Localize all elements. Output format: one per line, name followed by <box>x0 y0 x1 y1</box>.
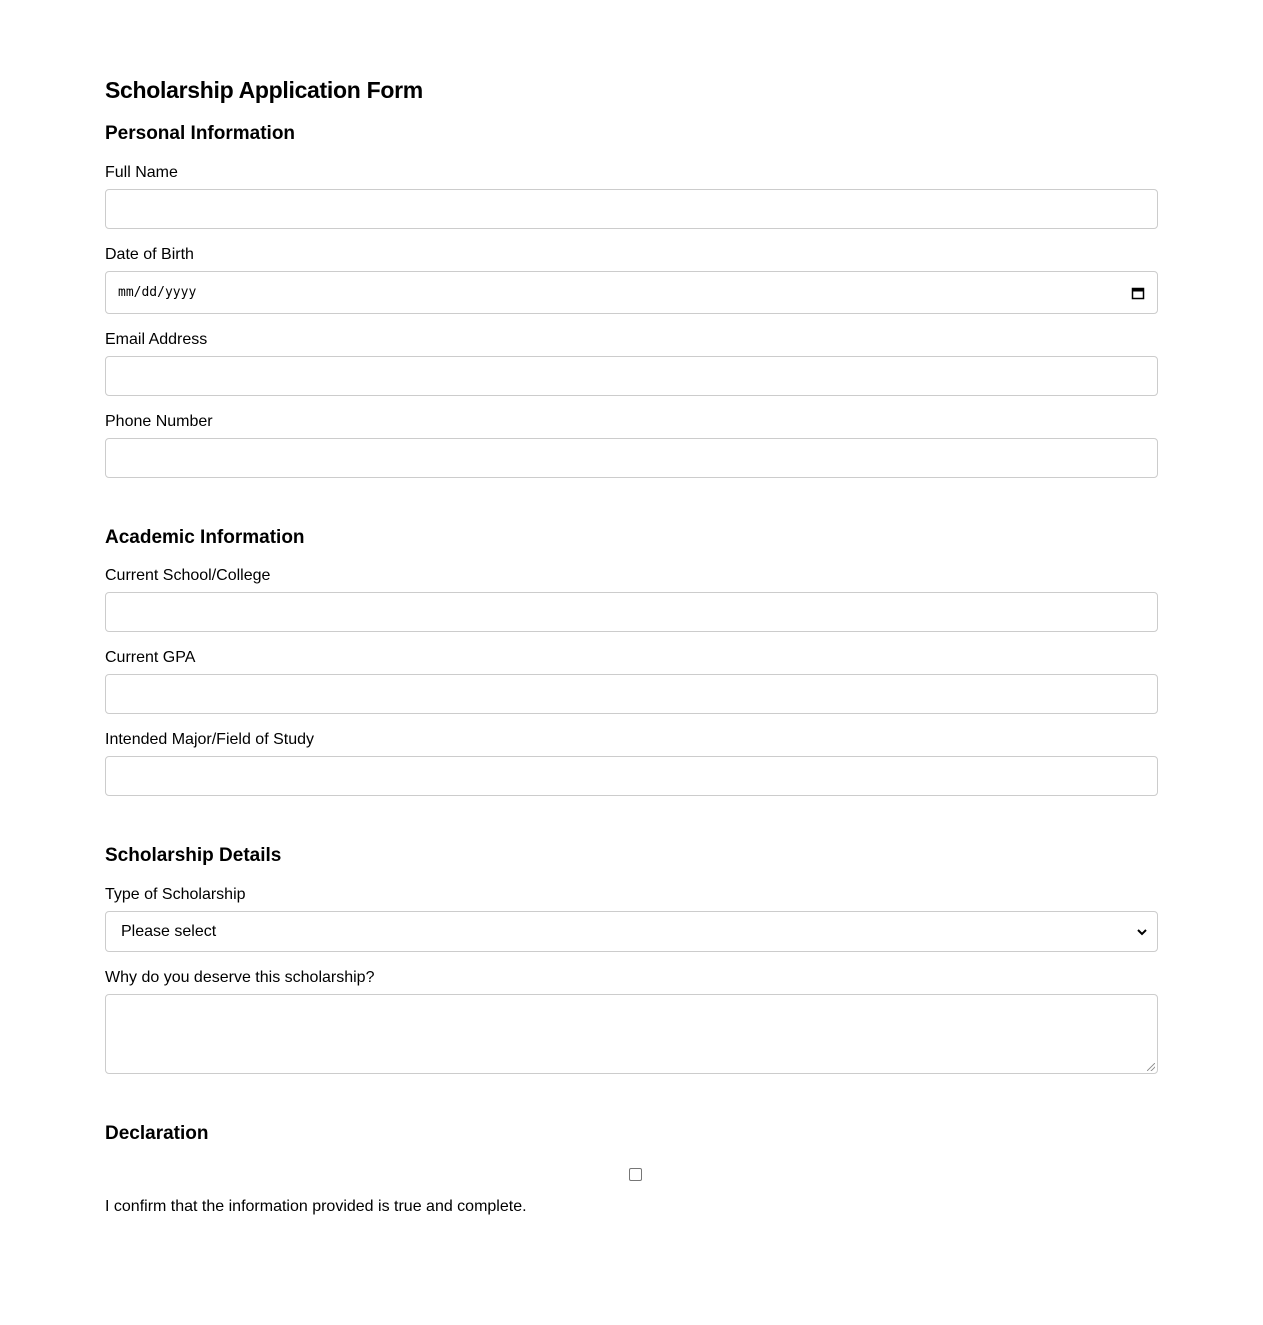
phone-label: Phone Number <box>105 413 213 430</box>
chevron-down-icon <box>1137 928 1147 936</box>
school-label: Current School/College <box>105 567 271 584</box>
full-name-label: Full Name <box>105 164 178 181</box>
confirm-text: I confirm that the information provided is true and complete. <box>105 1198 527 1215</box>
email-label: Email Address <box>105 331 208 348</box>
why-textarea[interactable] <box>105 994 1158 1074</box>
section-heading-scholarship: Scholarship Details <box>105 845 282 866</box>
section-heading-academic: Academic Information <box>105 527 305 548</box>
section-heading-declaration: Declaration <box>105 1123 209 1144</box>
why-label: Why do you deserve this scholarship? <box>105 969 375 986</box>
calendar-icon[interactable] <box>1131 286 1145 300</box>
email-input[interactable] <box>105 356 1158 396</box>
major-label: Intended Major/Field of Study <box>105 731 315 748</box>
gpa-label: Current GPA <box>105 649 196 666</box>
scholarship-type-select[interactable] <box>105 911 1158 952</box>
section-heading-personal: Personal Information <box>105 123 296 144</box>
full-name-input[interactable] <box>105 189 1158 229</box>
scholarship-type-label: Type of Scholarship <box>105 886 246 903</box>
scholarship-type-selected: Please select <box>121 922 217 940</box>
dob-input[interactable] <box>105 271 1158 314</box>
dob-label: Date of Birth <box>105 246 194 263</box>
confirm-checkbox[interactable] <box>629 1168 642 1181</box>
page-title: Scholarship Application Form <box>105 77 423 103</box>
dob-placeholder: mm/dd/yyyy <box>118 285 197 300</box>
major-input[interactable] <box>105 756 1158 796</box>
phone-input[interactable] <box>105 438 1158 478</box>
resize-handle-icon[interactable] <box>1147 1063 1155 1071</box>
school-input[interactable] <box>105 592 1158 632</box>
gpa-input[interactable] <box>105 674 1158 714</box>
